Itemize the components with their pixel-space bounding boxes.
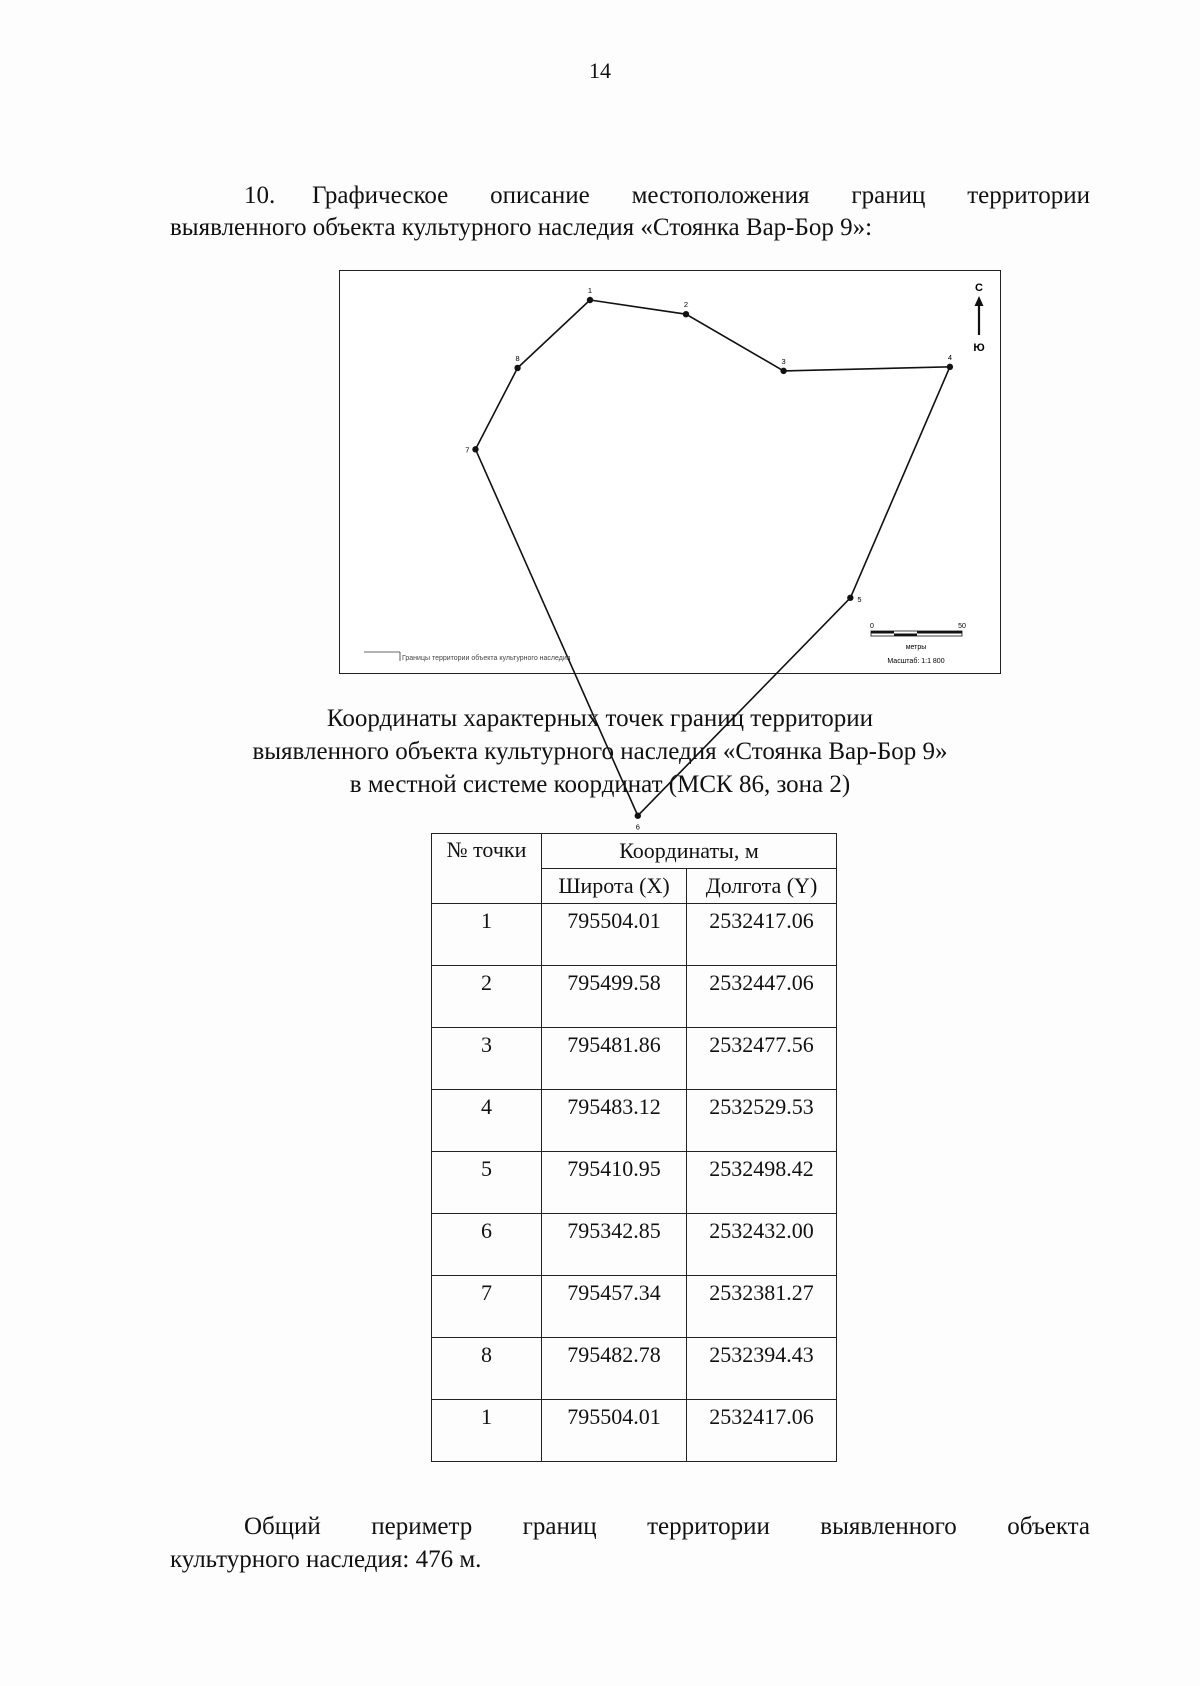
scale-start-label: 0 <box>870 623 874 630</box>
boundary-point <box>947 364 953 370</box>
table-row <box>432 1400 837 1462</box>
boundary-point <box>514 365 520 371</box>
point-number-cell: 1 <box>432 1400 542 1462</box>
north-arrow-icon <box>973 282 984 354</box>
scale-bar <box>870 623 966 665</box>
point-label: 2 <box>683 300 689 310</box>
longitude-cell: 2532432.00 <box>687 1214 837 1276</box>
scale-unit: метры <box>905 644 927 651</box>
coordinates-title <box>0 702 1200 801</box>
scale-ratio: Масштаб: 1:1 800 <box>887 658 945 665</box>
point-number-cell: 1 <box>432 904 542 966</box>
latitude-cell: 795504.01 <box>542 1400 687 1462</box>
point-label: 4 <box>947 352 952 362</box>
longitude-cell: 2532417.06 <box>687 1400 837 1462</box>
coordinates-table <box>431 833 837 1462</box>
map-legend <box>364 652 571 662</box>
table-row <box>432 1276 837 1338</box>
longitude-cell: 2532529.53 <box>687 1090 837 1152</box>
page-number: 14 <box>589 58 611 83</box>
header-coordinates: Координаты, м <box>542 834 837 869</box>
coordinates-title-line-1: Координаты характерных точек границ территории <box>326 705 874 732</box>
longitude-cell: 2532498.42 <box>687 1152 837 1214</box>
point-label: 3 <box>781 356 786 366</box>
point-number-cell: 6 <box>432 1214 542 1276</box>
longitude-cell: 2532394.43 <box>687 1338 837 1400</box>
longitude-cell: 2532447.06 <box>687 966 837 1028</box>
header-point-number: № точки <box>432 834 542 904</box>
boundary-point <box>847 595 853 601</box>
table-row <box>432 1152 837 1214</box>
perimeter-note <box>170 1510 1090 1576</box>
perimeter-line-2: культурного наследия: 476 м. <box>170 1546 482 1573</box>
legend-label: Границы территории объекта культурного наследия <box>402 655 571 662</box>
latitude-cell: 795482.78 <box>542 1338 687 1400</box>
header-latitude: Широта (X) <box>542 869 687 904</box>
coordinates-title-line-2: выявленного объекта культурного наследия «Стоянка Вар-Бор 9» <box>252 738 948 765</box>
boundary-point <box>780 368 786 374</box>
section-heading <box>170 180 1090 244</box>
scale-end-label: 50 <box>958 623 966 630</box>
point-number-cell: 8 <box>432 1338 542 1400</box>
table-row <box>432 1214 837 1276</box>
boundary-point <box>635 813 641 819</box>
perimeter-line-1: Общий периметр границ территории выявленного объекта <box>244 1513 1090 1540</box>
table-row <box>432 1028 837 1090</box>
heading-line-1 <box>170 180 1090 212</box>
latitude-cell: 795481.86 <box>542 1028 687 1090</box>
latitude-cell: 795342.85 <box>542 1214 687 1276</box>
latitude-cell: 795504.01 <box>542 904 687 966</box>
point-number-cell: 5 <box>432 1152 542 1214</box>
header-longitude: Долгота (Y) <box>687 869 837 904</box>
longitude-cell: 2532381.27 <box>687 1276 837 1338</box>
point-label: 1 <box>587 286 593 295</box>
point-label: 6 <box>635 822 640 832</box>
south-label: Ю <box>973 342 985 354</box>
table-row <box>432 966 837 1028</box>
point-number-cell: 2 <box>432 966 542 1028</box>
latitude-cell: 795483.12 <box>542 1090 687 1152</box>
section-number: 10. <box>244 182 276 209</box>
heading-text-1: Графическое описание местоположения границ территории <box>312 182 1090 209</box>
point-label: 8 <box>515 353 520 363</box>
latitude-cell: 795457.34 <box>542 1276 687 1338</box>
point-number-cell: 7 <box>432 1276 542 1338</box>
boundary-point <box>683 311 689 317</box>
point-label: 7 <box>465 445 470 455</box>
table-row <box>432 904 837 966</box>
boundary-point <box>587 297 593 303</box>
point-number-cell: 3 <box>432 1028 542 1090</box>
heading-line-2: выявленного объекта культурного наследия «Стоянка Вар-Бор 9»: <box>170 214 873 241</box>
table-row <box>432 1338 837 1400</box>
latitude-cell: 795499.58 <box>542 966 687 1028</box>
boundary-point <box>472 446 478 452</box>
point-number-cell: 4 <box>432 1090 542 1152</box>
longitude-cell: 2532477.56 <box>687 1028 837 1090</box>
coordinates-title-line-3: в местной системе координат (МСК 86, зона 2) <box>349 771 851 798</box>
longitude-cell: 2532417.06 <box>687 904 837 966</box>
north-label: С <box>975 282 983 294</box>
point-label: 5 <box>857 594 862 604</box>
latitude-cell: 795410.95 <box>542 1152 687 1214</box>
table-row <box>432 1090 837 1152</box>
